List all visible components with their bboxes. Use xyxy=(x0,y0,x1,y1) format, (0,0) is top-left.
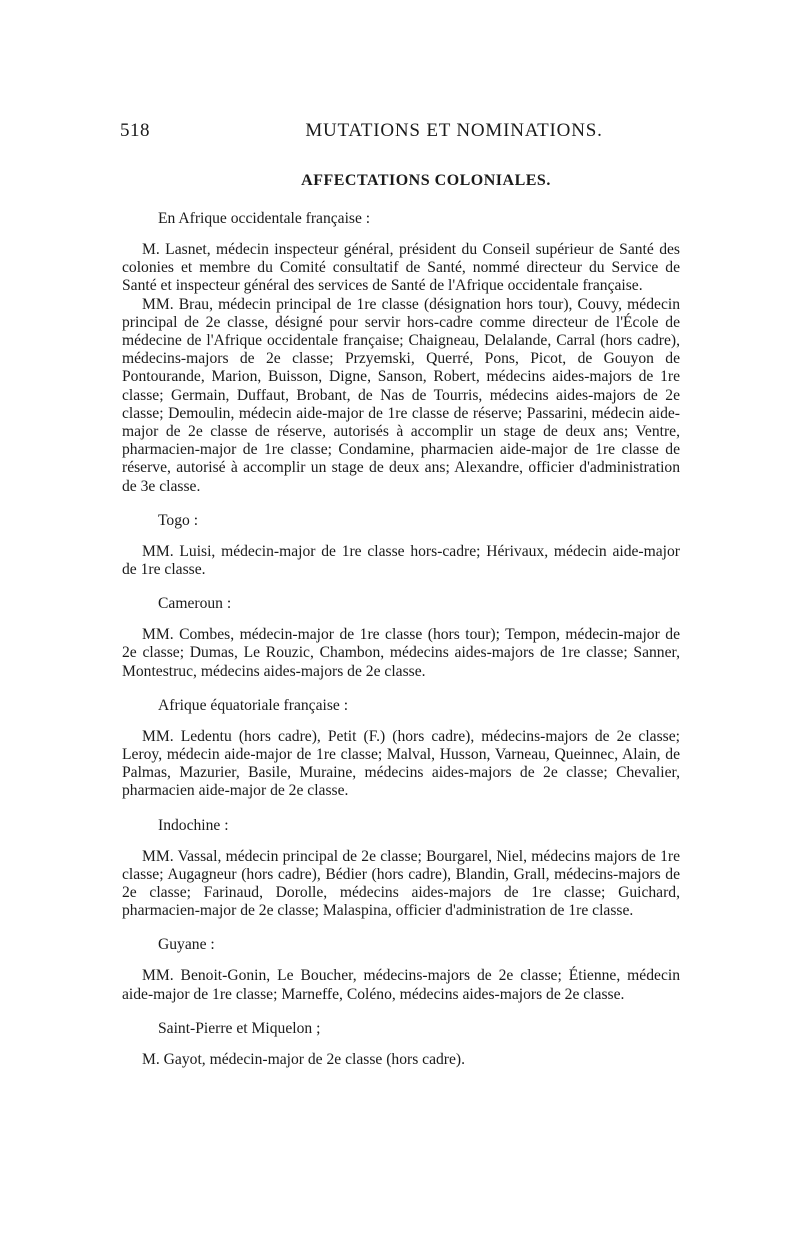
page-number: 518 xyxy=(120,120,150,141)
section-title: AFFECTATIONS COLONIALES. xyxy=(301,172,551,189)
region-heading: Saint-Pierre et Miquelon ; xyxy=(158,1019,321,1037)
page-header xyxy=(120,120,680,146)
appointment-paragraph: MM. Benoit-Gonin, Le Boucher, médecins-majors de 2e classe; Étienne, médecin aide-major de 1re classe; Marneffe, Coléno, médecins aides-majors de 2e classe. xyxy=(122,967,680,1003)
region-heading: Guyane : xyxy=(158,936,215,954)
appointment-paragraph: MM. Luisi, médecin-major de 1re classe hors-cadre; Hérivaux, médecin aide-major de 1re classe. xyxy=(122,542,680,579)
region-heading: En Afrique occidentale française : xyxy=(158,210,371,227)
running-title: MUTATIONS ET NOMINATIONS. xyxy=(305,120,603,141)
region-heading: Cameroun : xyxy=(158,595,232,613)
appointment-paragraph: MM. Brau, médecin principal de 1re classe (désignation hors tour), Couvy, médecin principal de 2e classe, désigné pour servir hors-cadre comme directeur de l'École de médecine de l'Afrique occidentale française; Chaigneau, Delalande, Carral (hors cadre), médecins-majors de 2e classe; Przyemski, Querré, Pons, Picot, de Gouyon de Pontourande, Marion, Buisson, Digne, Sanson, Robert, médecins aides-majors de 1re classe; Germain, Duffaut, Brobant, de Nas de Tourris, médecins aides-majors de 2e classe; Demoulin, médecin aide-major de 1re classe de réserve; Passarini, médecin aide-major de 2e classe de réserve, autorisés à accomplir un stage de deux ans; Ventre, pharmacien-major de 1re classe; Condamine, pharmacien aide-major de 1re classe de réserve, autorisé à accomplir un stage de deux ans; Alexandre, officier d'administration de 3e classe. xyxy=(122,295,680,495)
body-text xyxy=(122,210,680,1069)
region-heading: Togo : xyxy=(158,511,199,529)
appointment-paragraph: MM. Ledentu (hors cadre), Petit (F.) (hors cadre), médecins-majors de 2e classe; Leroy, médecin aide-major de 1re classe; Malval, Husson, Varneau, Queinnec, Alain, de Palmas, Mazurier, Basile, Muraine, médecins aides-majors de 2e classe; Chevalier, pharmacien aide-major de 2e classe. xyxy=(122,727,680,800)
appointment-paragraph: M. Gayot, médecin-major de 2e classe (hors cadre). xyxy=(142,1050,466,1068)
appointment-paragraph: MM. Combes, médecin-major de 1re classe (hors tour); Tempon, médecin-major de 2e classe; Dumas, Le Rouzic, Chambon, médecins aides-majors de 1re classe; Sanner, Montestruc, médecins aides-majors de 2e classe. xyxy=(122,626,680,680)
region-heading: Indochine : xyxy=(158,816,229,834)
appointment-paragraph: M. Lasnet, médecin inspecteur général, président du Conseil supérieur de Santé des colonies et membre du Comité consultatif de Santé, nommé directeur du Service de Santé et inspecteur général des services de Santé de l'Afrique occidentale française. xyxy=(122,241,680,295)
appointment-paragraph: MM. Vassal, médecin principal de 2e classe; Bourgarel, Niel, médecins majors de 1re classe; Augagneur (hors cadre), Bédier (hors cadre), Blandin, Grall, médecins-majors de 2e classe; Farinaud, Dorolle, médecins aides-majors de 1re classe; Guichard, pharmacien-major de 2e classe; Malaspina, officier d'administration de 1re classe. xyxy=(122,847,680,920)
region-heading: Afrique équatoriale française : xyxy=(158,696,349,714)
